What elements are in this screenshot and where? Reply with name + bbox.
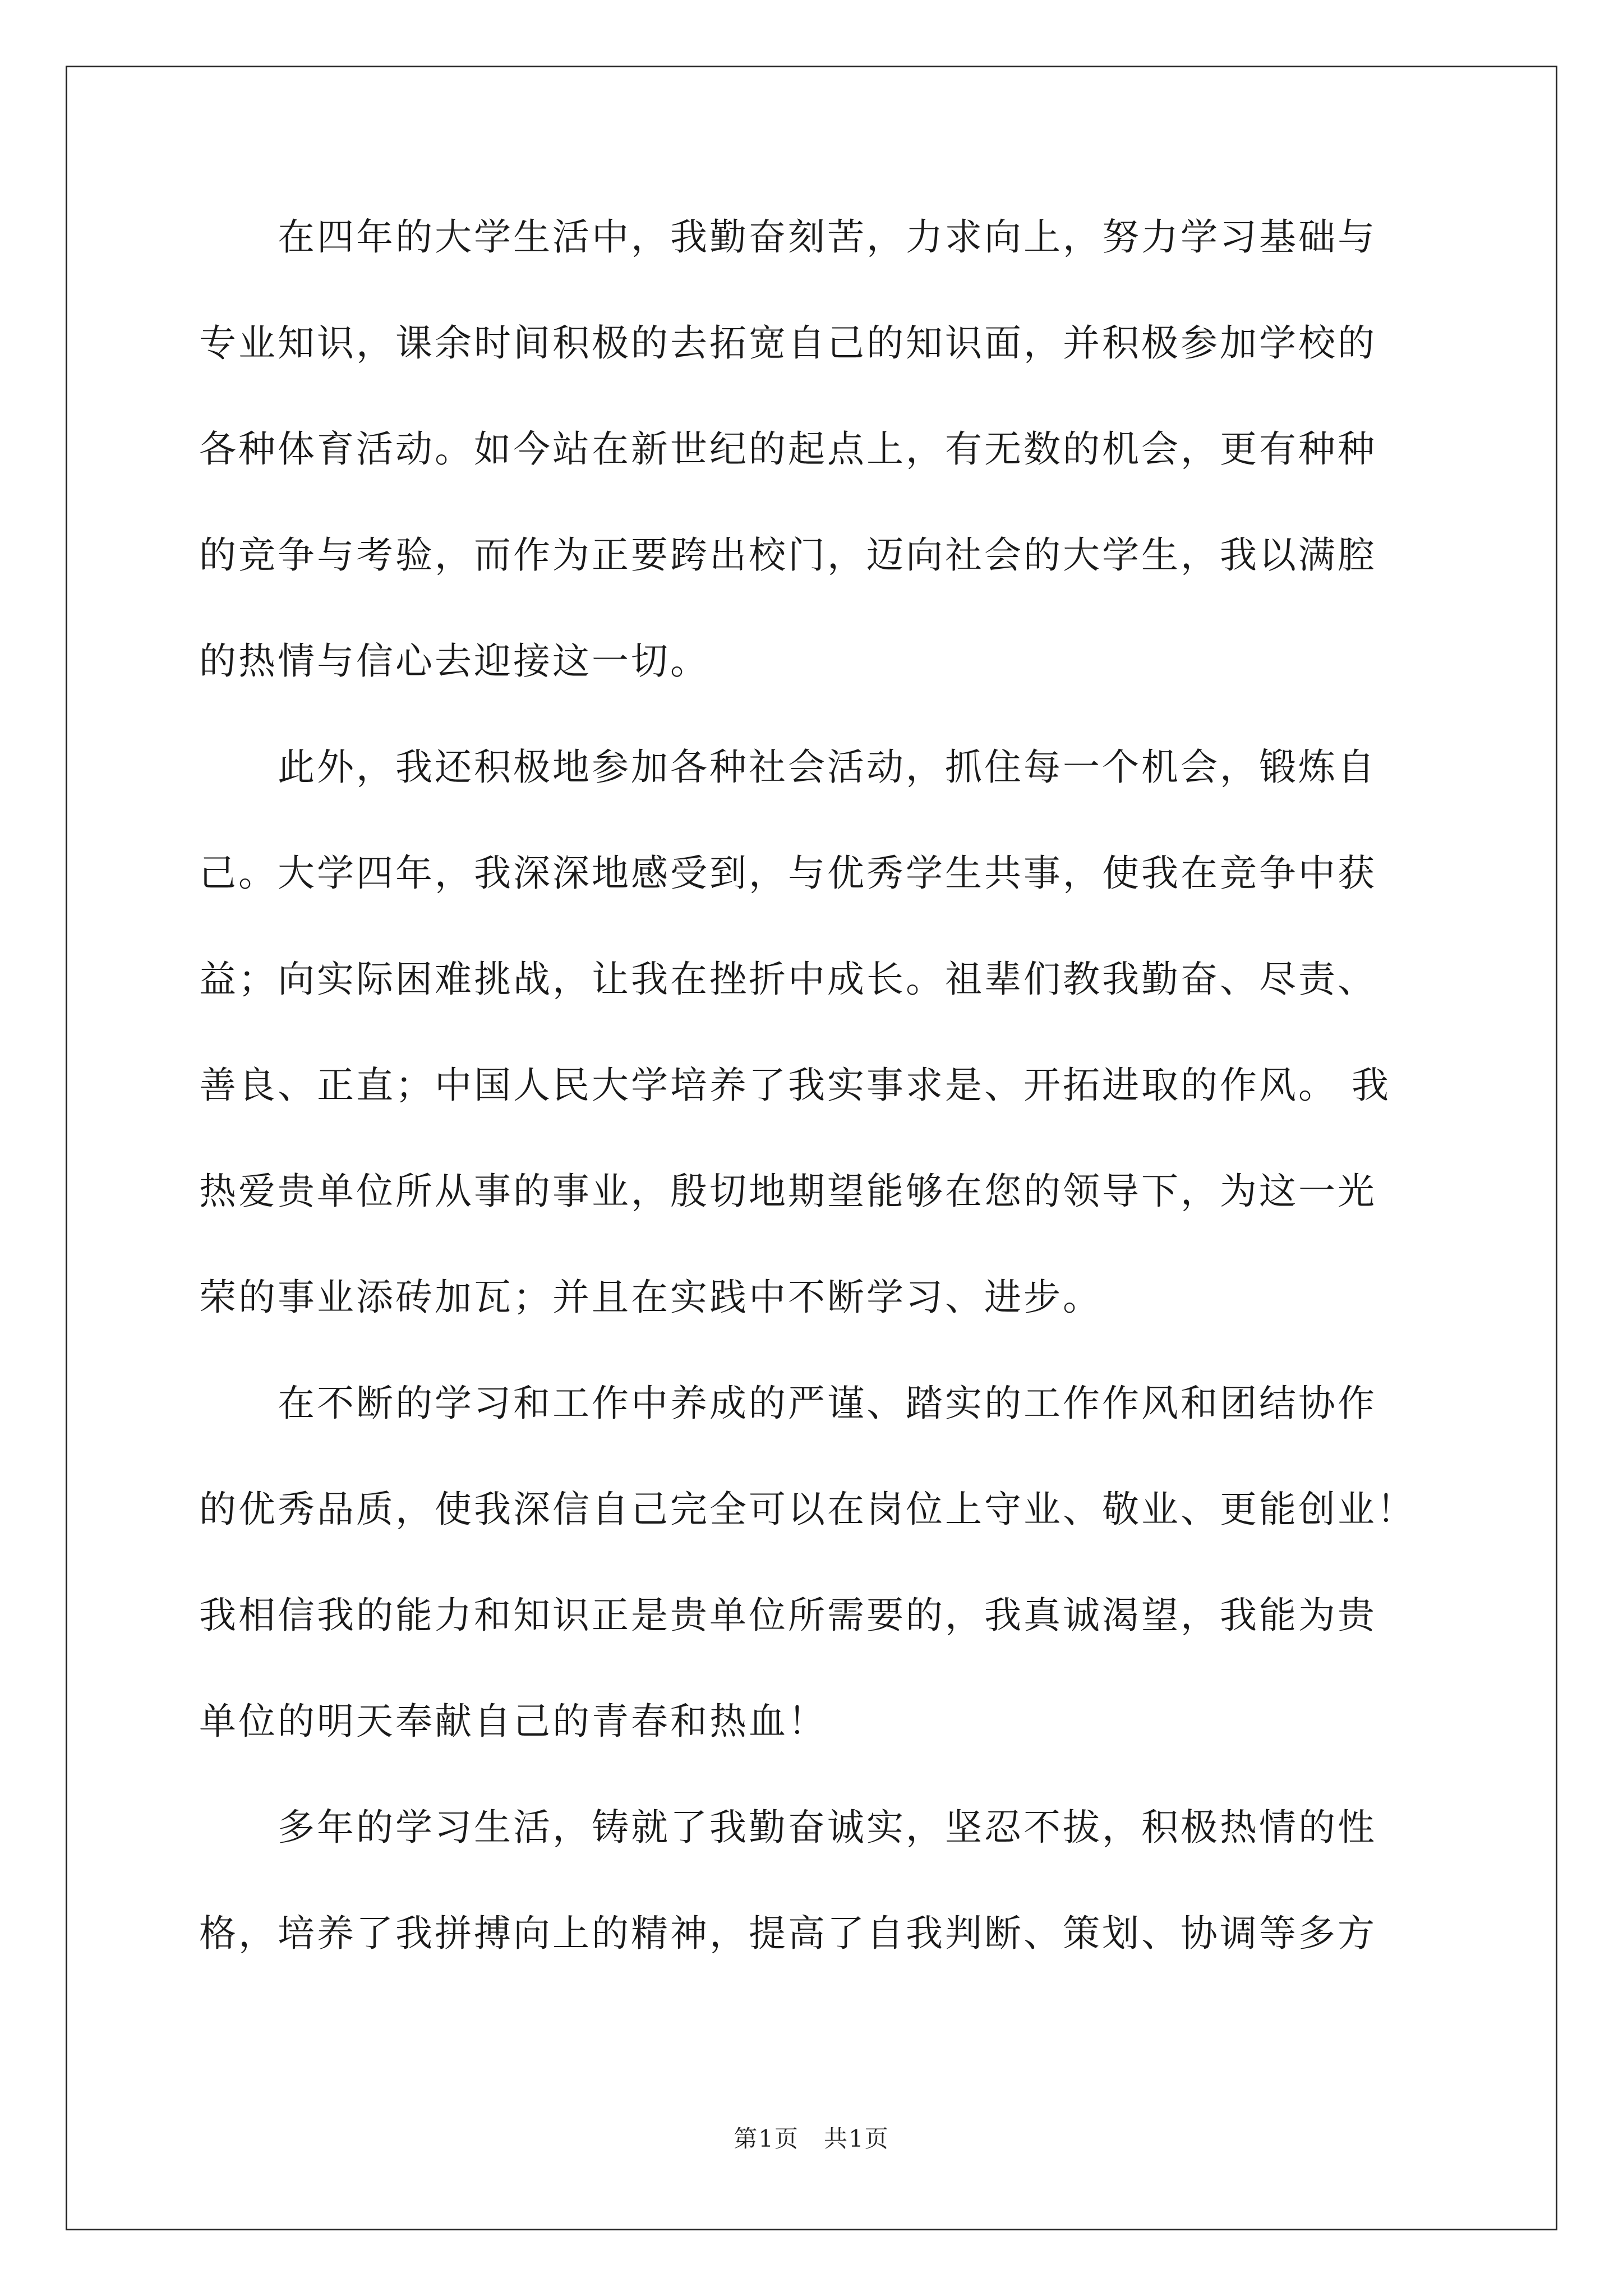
text-line: 在不断的学习和工作中养成的严谨、踏实的工作作风和团结协作 (199, 1382, 1377, 1425)
text-line: 善良、正直；中国人民大学培养了我实事求是、开拓进取的作风。 我 (199, 1064, 1391, 1107)
text-line: 荣的事业添砖加瓦；并且在实践中不断学习、进步。 (199, 1276, 1102, 1319)
text-line: 此外，我还积极地参加各种社会活动，抓住每一个机会，锻炼自 (199, 746, 1377, 789)
text-line: 单位的明天奉献自己的青春和热血！ (199, 1700, 827, 1743)
text-line: 各种体育活动。如今站在新世纪的起点上，有无数的机会，更有种种 (199, 427, 1377, 471)
text-line: 的热情与信心去迎接这一切。 (199, 639, 709, 683)
text-line: 专业知识，课余时间积极的去拓宽自己的知识面，并积极参加学校的 (199, 321, 1377, 365)
text-line: 在四年的大学生活中，我勤奋刻苦，力求向上，努力学习基础与 (199, 215, 1377, 259)
text-line: 己。大学四年，我深深地感受到，与优秀学生共事，使我在竞争中获 (199, 852, 1377, 895)
text-line: 益；向实际困难挑战，让我在挫折中成长。祖辈们教我勤奋、尽责、 (199, 958, 1377, 1001)
text-line: 的优秀品质，使我深信自己完全可以在岗位上守业、敬业、更能创业！ (199, 1488, 1416, 1531)
text-line: 热爱贵单位所从事的事业，殷切地期望能够在您的领导下，为这一光 (199, 1170, 1377, 1213)
text-line: 多年的学习生活，铸就了我勤奋诚实，坚忍不拔，积极热情的性 (199, 1806, 1377, 1849)
text-line: 的竞争与考验，而作为正要跨出校门，迈向社会的大学生，我以满腔 (199, 533, 1377, 577)
text-line: 我相信我的能力和知识正是贵单位所需要的，我真诚渴望，我能为贵 (199, 1594, 1377, 1637)
document-body (199, 215, 1433, 2021)
text-line: 格，培养了我拼搏向上的精神，提高了自我判断、策划、协调等多方 (199, 1912, 1377, 1955)
page-number-footer: 第1页 共1页 (734, 2125, 889, 2152)
